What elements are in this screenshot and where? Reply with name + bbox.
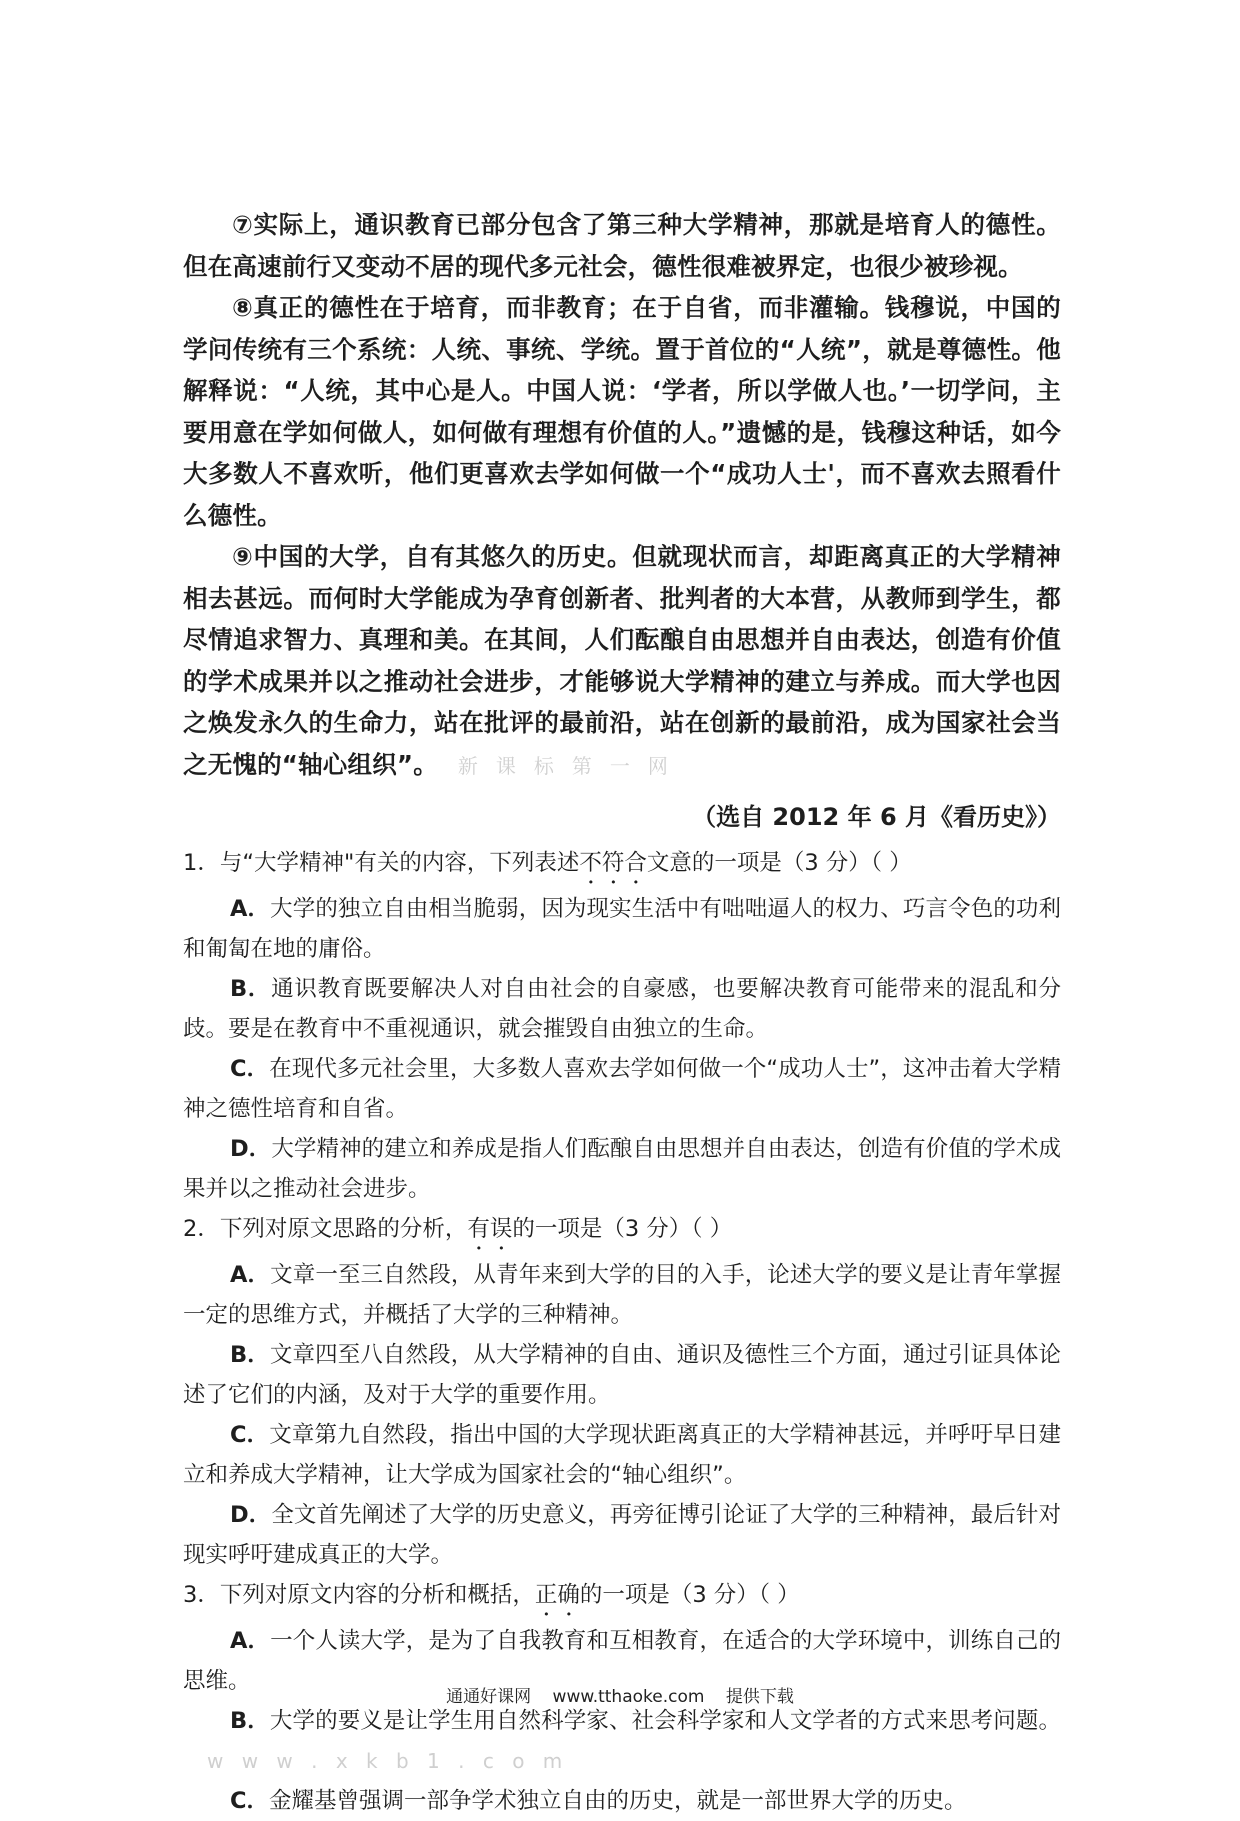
footer-url-link[interactable]: www.tthaoke.com [552,1687,705,1707]
option-letter: C． [230,1056,270,1082]
question-2-option-c [183,1415,1061,1495]
question-2-option-d [183,1495,1061,1575]
paragraph-9-text: ⑨中国的大学，自有其悠久的历史。但就现状而言，却距离真正的大学精神相去甚远。而何时大学能成为孕育创新者、批判者的大本营，从教师到学生，都尽情追求智力、真理和美。在其间，人们酝酿自由思想并自由表达，创造有价值的学术成果并以之推动社会进步，才能够说大学精神的建立与养成。而大学也因之焕发永久的生命力，站在批评的最前沿，站在创新的最前沿，成为国家社会当之无愧的“轴心组织”。 [183,542,1061,779]
page-footer [0,1682,1240,1707]
question-2-emphasis: 有误 [467,1216,513,1242]
option-letter: C． [230,1422,270,1448]
option-text: 文章第九自然段，指出中国的大学现状距离真正的大学精神甚远，并呼吁早日建立和养成大学精神，让大学成为国家社会的“轴心组织”。 [183,1422,1061,1488]
option-text: 在现代多元社会里，大多数人喜欢去学如何做一个“成功人士”，这冲击着大学精神之德性培育和自省。 [183,1056,1061,1122]
paragraph-9 [183,536,1061,787]
option-text: 大学精神的建立和养成是指人们酝酿自由思想并自由表达，创造有价值的学术成果并以之推动社会进步。 [183,1136,1061,1202]
question-3-emphasis: 正确 [534,1582,580,1608]
question-1-option-a [183,889,1061,969]
paragraph-7-text: ⑦实际上，通识教育已部分包含了第三种大学精神，那就是培育人的德性。但在高速前行又变动不居的现代多元社会，德性很难被界定，也很少被珍视。 [183,210,1061,281]
source-citation: （选自 2012 年 6 月《看历史》） [692,803,1061,831]
question-1-option-b [183,969,1061,1049]
question-2-prefix: 2．下列对原文思路的分析， [183,1216,468,1242]
question-2-option-b [183,1335,1061,1415]
question-3-stem [183,1575,1061,1621]
option-letter: A． [230,1262,271,1288]
option-letter: B． [230,976,272,1002]
question-3-option-c [183,1781,1061,1821]
question-1-emphasis: 不符合 [579,850,647,876]
footer-site-name: 通通好课网 [446,1687,532,1707]
question-1-suffix: 文意的一项是（3 分）（ ） [646,850,912,876]
question-1-option-d [183,1129,1061,1209]
paragraph-8-text: ⑧真正的德性在于培育，而非教育；在于自省，而非灌输。钱穆说，中国的学问传统有三个系统：人统、事统、学统。置于首位的“人统”，就是尊德性。他解释说：“人统，其中心是人。中国人说：‘学者，所以学做人也。’一切学问，主要用意在学如何做人，如何做有理想有价值的人。”遗憾的是，钱穆这种话，如今大多数人不喜欢听，他们更喜欢去学如何做一个“成功人士'，而不喜欢去照看什么德性。 [183,293,1061,530]
question-2-stem [183,1209,1061,1255]
option-text: 文章一至三自然段，从青年来到大学的目的入手，论述大学的要义是让青年掌握一定的思维方式，并概括了大学的三种精神。 [183,1262,1061,1328]
question-1 [183,843,1061,1209]
footer-note: 提供下载 [725,1687,794,1707]
option-letter: D． [230,1502,272,1528]
question-3-option-b [183,1701,1061,1781]
question-1-stem [183,843,1061,889]
watermark-text: 新课标第一网 [457,753,686,778]
watermark-url: w w w . x k b 1 . c o m [207,1749,569,1773]
option-letter: B． [230,1708,270,1734]
question-3-suffix: 的一项是（3 分）（ ） [579,1582,800,1608]
question-3-prefix: 3．下列对原文内容的分析和概括， [183,1582,535,1608]
option-text: 全文首先阐述了大学的历史意义，再旁征博引论证了大学的三种精神，最后针对现实呼吁建成真正的大学。 [183,1502,1061,1568]
question-1-option-c [183,1049,1061,1129]
question-1-prefix: 1．与“大学精神"有关的内容，下列表述 [183,850,580,876]
paragraph-8 [183,287,1061,536]
option-text: 大学的要义是让学生用自然科学家、社会科学家和人文学者的方式来思考问题。 [269,1708,1061,1734]
option-text: 大学的独立自由相当脆弱，因为现实生活中有咄咄逼人的权力、巧言令色的功利和匍匐在地的庸俗。 [183,896,1061,962]
option-letter: A． [230,896,271,922]
question-2-suffix: 的一项是（3 分）（ ） [512,1216,733,1242]
question-2 [183,1209,1061,1575]
option-text: 金耀基曾强调一部争学术独立自由的历史，就是一部世界大学的历史。 [269,1788,967,1814]
option-text: 通识教育既要解决人对自由社会的自豪感，也要解决教育可能带来的混乱和分歧。要是在教育中不重视通识，就会摧毁自由独立的生命。 [183,976,1061,1042]
question-2-option-a [183,1255,1061,1335]
exam-content [183,204,1061,1821]
option-letter: D． [230,1136,272,1162]
option-letter: B． [230,1342,270,1368]
paragraph-7 [183,204,1061,287]
option-letter: A． [230,1628,271,1654]
option-text: 一个人读大学，是为了自我教育和互相教育，在适合的大学环境中，训练自己的思维。 [183,1628,1061,1694]
option-letter: C． [230,1788,270,1814]
option-text: 文章四至八自然段，从大学精神的自由、通识及德性三个方面，通过引证具体论述了它们的内涵，及对于大学的重要作用。 [183,1342,1061,1408]
